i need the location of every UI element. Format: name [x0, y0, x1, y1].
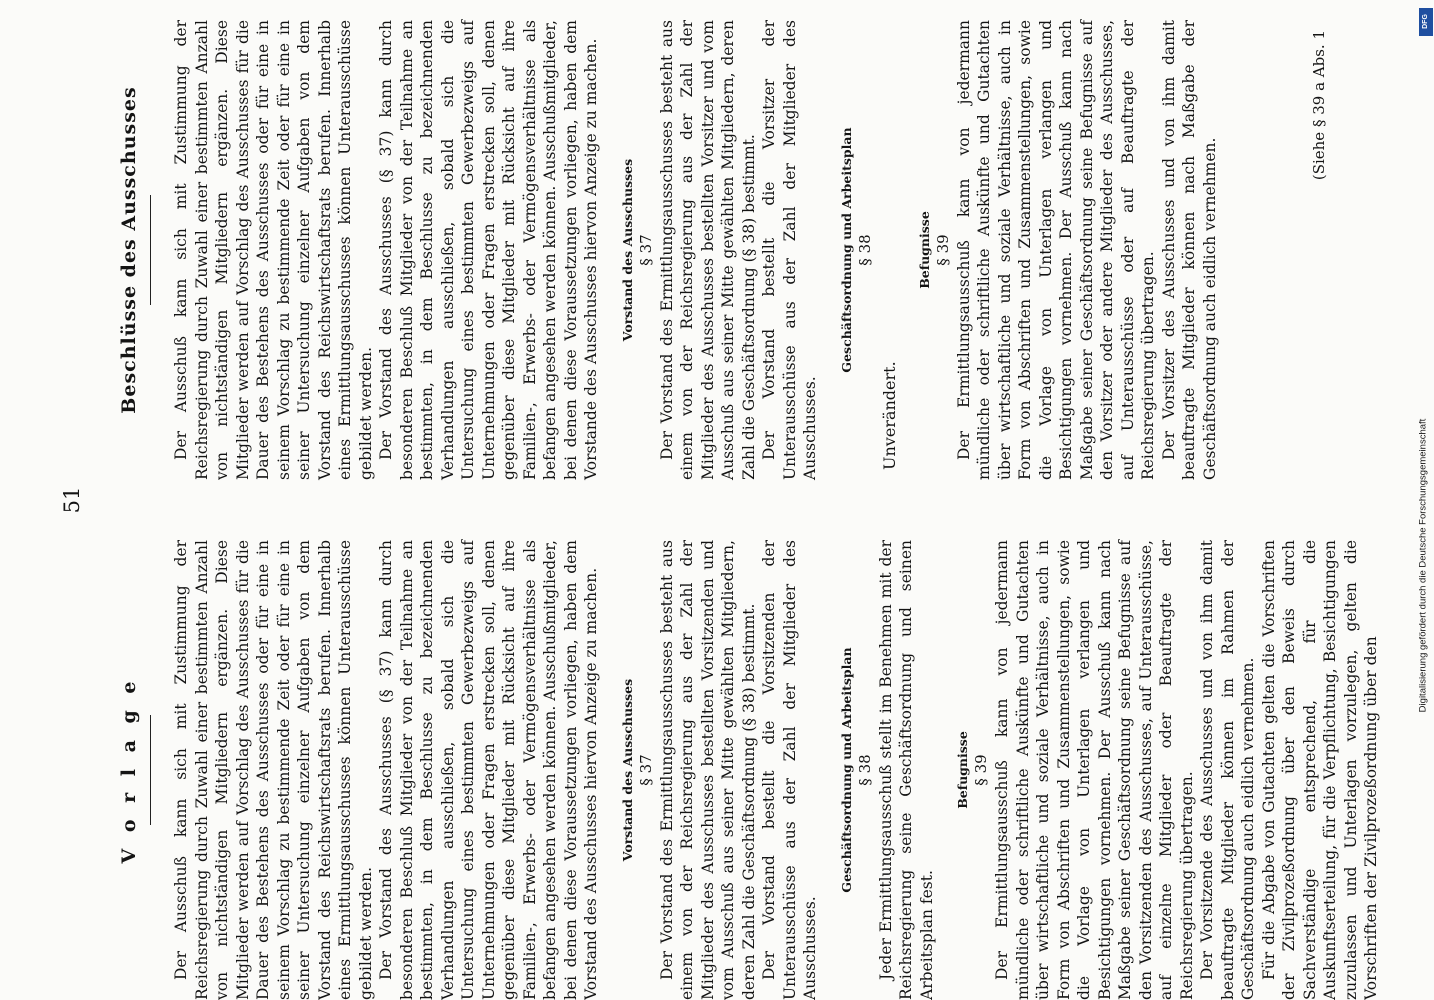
right-column-title: Beschlüsse des Ausschusses — [118, 86, 140, 414]
right-section-38-heading: Geschäftsordnung und Arbeitsplan — [838, 127, 854, 373]
cross-reference-note: (Siehe § 39 a Abs. 1 — [1310, 30, 1328, 181]
right-section-39-number: § 39 — [933, 234, 952, 266]
title-divider — [150, 715, 151, 825]
page-number: 51 — [60, 486, 84, 514]
right-section-37-paragraph-1: Der Vorstand des Ermittlungsausschusses besteht aus einem von der Reichsregierung aus der Zahl der Mitglieder des Ausschusses bestellten Vorsitzer und vom Ausschuß aus seiner Mitte gewählten Mitgliedern, deren Zahl die Geschäftsordnung (§ 38) bestimmt. — [657, 20, 758, 480]
left-section-38-heading: Geschäftsordnung und Arbeitsplan — [838, 647, 854, 893]
left-section-39-paragraph-2: Der Vorsitzende des Ausschusses und von ihm damit beauftragte Mitglieder können im Rahmen der Geschäftsordnung auch eidlich vernehmen. — [1198, 540, 1257, 1000]
left-paragraph-1: Der Ausschuß kann sich mit Zustimmung der Reichsregierung durch Zuwahl einer bestimmten Anzahl von nichtständigen Mitgliedern ergänzen. Diese Mitglieder werden auf Vorschlag des Ausschusses für die Dauer des Bestehens des Ausschusses oder für eine in seinem Vorschlag zu bestimmende Zeit oder für eine in seiner Untersuchung einzelner Aufgaben von dem Vorstand des Reichswirtschaftsrats berufen. Innerhalb eines Ermittlungsausschusses können Unterausschüsse gebildet werden. — [172, 540, 375, 1000]
left-column-vorlage — [100, 540, 1382, 1000]
right-section-39-paragraph-1: Der Ermittlungsausschuß kann von jedermann mündliche oder schriftliche Auskünfte und Gutachten über wirtschaftliche und soziale Verhältnisse, auch in Form von Abschriften und Zusammenstellungen, sowie die Vorlage von Unterlagen verlangen und Besichtigungen vornehmen. Der Ausschuß kann nach Maßgabe seiner Geschäftsordnung seine Befugnisse auf den Vorsitzer oder andere Mitglieder des Ausschusses, auf Unterausschüsse oder auf Beauftragte der Reichsregierung übertragen. — [954, 20, 1157, 480]
left-section-37-paragraph-2: Der Vorstand bestellt die Vorsitzenden der Unterausschüsse aus der Zahl der Mitglieder des Ausschusses. — [760, 540, 819, 1000]
right-section-39-heading: Befugnisse — [916, 211, 932, 289]
left-section-37-number: § 37 — [636, 754, 655, 786]
right-section-38-text: Unverändert. — [879, 361, 899, 470]
digitization-strip — [1412, 0, 1434, 1000]
right-section-37-number: § 37 — [636, 234, 655, 266]
left-section-38-paragraph: Jeder Ermittlungsausschuß stellt im Benehmen mit der Reichsregierung seine Geschäftsordnung und seinen Arbeitsplan fest. — [876, 540, 936, 1000]
title-divider — [150, 195, 151, 305]
dfg-logo-text: DFG — [1421, 14, 1429, 29]
dfg-logo — [1419, 8, 1433, 36]
left-section-37-heading: Vorstand des Ausschusses — [619, 678, 635, 862]
left-section-39-paragraph-3: Für die Abgabe von Gutachten gelten die Vorschriften der Zivilprozeßordnung über den Beweis durch Sachverständige entsprechend, für die Auskunftserteilung, für die Verpflichtung, Besichtigungen zuzulassen und Unterlagen vorzulegen, gelten die Vorschriften der Zivilprozeßordnung über den — [1259, 540, 1380, 1000]
right-column-beschluesse — [100, 20, 1328, 480]
left-section-37-paragraph-1: Der Vorstand des Ermittlungsausschusses besteht aus einem von der Reichsregierung aus der Zahl der Mitglieder des Ausschusses bestellten Vorsitzenden und vom Ausschuß aus seiner Mitte gewählten Mitgliedern, deren Zahl die Geschäftsordnung (§ 38) bestimmt. — [657, 540, 758, 1000]
right-paragraph-2: Der Vorstand des Ausschusses (§ 37) kann durch besonderen Beschluß Mitglieder von der Teilnahme an bestimmten, in dem Beschlusse zu bezeichnenden Verhandlungen ausschließen, sobald sich die Untersuchung eines bestimmten Gewerbezweigs auf Unternehmungen oder Fragen erstrecken soll, denen gegenüber diese Mitglieder mit Rücksicht auf ihre Familien-, Erwerbs- oder Vermögensverhältnisse als befangen angesehen werden können. Ausschußmitglieder, bei denen diese Voraussetzungen vorliegen, haben dem Vorstande des Ausschusses hiervon Anzeige zu machen. — [377, 20, 600, 480]
left-section-39-paragraph-1: Der Ermittlungsausschuß kann von jedermann mündliche oder schriftliche Auskünfte und Gutachten über wirtschaftliche und soziale Verhältnisse, auch in Form von Abschriften und Zusammenstellungen, sowie die Vorlage von Unterlagen verlangen und Besichtigungen vornehmen. Der Ausschuß kann nach Maßgabe seiner Geschäftsordnung seine Befugnisse auf den Vorsitzenden des Ausschusses, auf Unterausschüsse, auf einzelne Mitglieder oder Beauftragte der Reichsregierung übertragen. — [993, 540, 1196, 1000]
right-section-37-heading: Vorstand des Ausschusses — [619, 158, 635, 342]
left-section-39-number: § 39 — [972, 754, 990, 786]
digitization-note: Digitalisierung gefördert durch die Deutsche Forschungsgemeinschaft — [1417, 418, 1429, 713]
left-paragraph-2: Der Vorstand des Ausschusses (§ 37) kann durch besonderen Beschluß Mitglieder von der Teilnahme an bestimmten, in dem Beschlusse zu bezeichnenden Verhandlungen ausschließen, sobald sich die Untersuchung eines bestimmten Gewerbezweigs auf Unternehmungen oder Fragen erstrecken soll, denen gegenüber diese Mitglieder mit Rücksicht auf ihre Familien-, Erwerbs- oder Vermögensverhältnisse als befangen angesehen werden können. Ausschußmitglieder, bei denen diese Voraussetzungen vorliegen, haben dem Vorstand des Ausschusses hiervon Anzeige zu machen. — [377, 540, 600, 1000]
right-section-37-paragraph-2: Der Vorstand bestellt die Vorsitzer der Unterausschüsse aus der Zahl der Mitglieder des Ausschusses. — [760, 20, 819, 480]
right-paragraph-1: Der Ausschuß kann sich mit Zustimmung der Reichsregierung durch Zuwahl einer bestimmten Anzahl von nichtständigen Mitgliedern ergänzen. Diese Mitglieder werden auf Vorschlag des Ausschusses für die Dauer des Bestehens des Ausschusses oder für eine in seinem Vorschlag zu bestimmende Zeit oder für eine in seiner Untersuchung einzelner Aufgaben von dem Vorstand des Reichswirtschaftsrats berufen. Innerhalb eines Ermittlungsausschusses können Unterausschüsse gebildet werden. — [172, 20, 375, 480]
left-column-title: V o r l a g e — [118, 676, 140, 864]
right-section-39-paragraph-2: Der Vorsitzer des Ausschusses und von ihm damit beauftragte Mitglieder können nach Maßgabe der Geschäftsordnung auch eidlich vernehmen. — [1159, 20, 1219, 480]
left-section-39-heading: Befugnisse — [955, 731, 970, 809]
left-section-38-number: § 38 — [855, 754, 874, 786]
right-section-38-number: § 38 — [855, 234, 874, 266]
